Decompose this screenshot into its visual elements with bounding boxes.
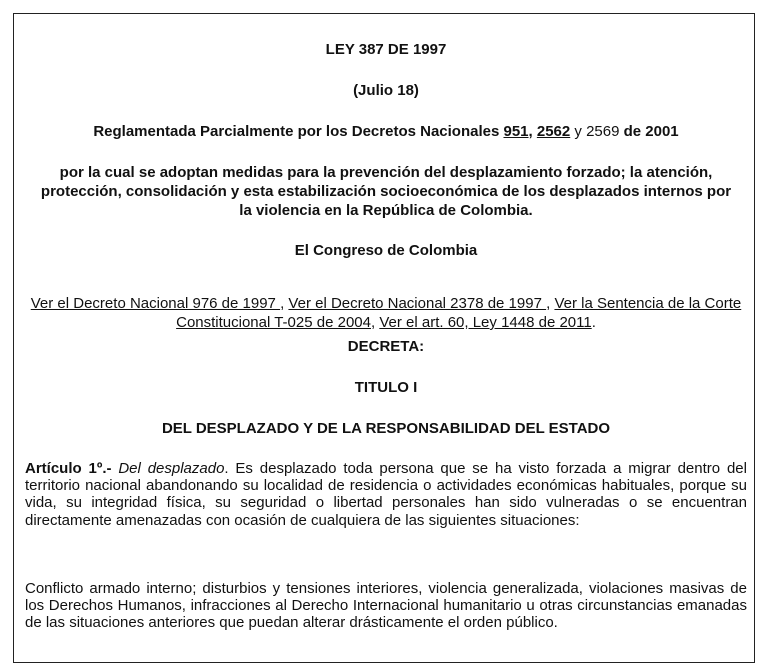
article-1-label: Artículo 1º.-: [25, 460, 112, 477]
ref-sep-2: ,: [546, 295, 555, 312]
references-line: [25, 294, 747, 332]
article-1-heading: Del desplazado: [118, 460, 225, 477]
ref-sep-3: ,: [370, 314, 380, 331]
ref-end: .: [591, 314, 596, 331]
decreta-heading: DECRETA:: [347, 338, 425, 355]
law-purpose: por la cual se adoptan medidas para la prevención del desplazamiento forzado; la atención, protección, consolidación y esta estabilización socioeconómica de los desplazados internos por la violencia en la República de Colombia.: [40, 164, 732, 219]
decree-951-link[interactable]: 951: [503, 123, 529, 140]
ref-decree-2378-link[interactable]: Ver el Decreto Nacional 2378 de 1997: [288, 295, 547, 312]
regulated-suffix: de 2001: [623, 123, 679, 140]
regulated-sep: ,: [528, 123, 537, 140]
article-1-text: . Es desplazado toda persona que se ha visto forzada a migrar dentro del territorio nacional abandonando su localidad de residencia o actividades económicas habituales, porque su vida, su integridad física, su seguridad o libertad personales han sido vulneradas o se encuentran directamente amenazadas con ocasión de cualquiera de las siguientes situaciones:: [25, 460, 747, 529]
ref-decree-976-link[interactable]: Ver el Decreto Nacional 976 de 1997: [30, 295, 281, 312]
ref-sep-1: ,: [280, 295, 289, 312]
regulated-line: [25, 122, 747, 141]
ref-sentencia-t025-link[interactable]: Ver la Sentencia de la Corte Constitucional T-025 de 2004: [176, 295, 742, 331]
issuer: El Congreso de Colombia: [294, 242, 478, 259]
ref-ley-1448-link[interactable]: Ver el art. 60, Ley 1448 de 2011: [379, 314, 592, 331]
regulated-prefix: Reglamentada Parcialmente por los Decretos Nacionales: [93, 123, 504, 140]
document-frame: [13, 13, 755, 663]
law-date: (Julio 18): [353, 82, 419, 99]
titulo-heading: TITULO I: [354, 379, 418, 396]
titulo-name: DEL DESPLAZADO Y DE LA RESPONSABILIDAD DEL ESTADO: [161, 420, 611, 437]
article-1: [25, 460, 747, 529]
decree-2562-link[interactable]: 2562: [536, 123, 571, 140]
regulated-middle: y 2569: [570, 123, 624, 140]
article-1-paragraph-2: Conflicto armado interno; disturbios y tensiones interiores, violencia generalizada, violaciones masivas de los Derechos Humanos, infracciones al Derecho Internacional humanitario u otras circunstancias emanadas de las situaciones anteriores que puedan alterar drásticamente el orden público.: [25, 580, 747, 632]
law-title: LEY 387 DE 1997: [325, 41, 447, 58]
